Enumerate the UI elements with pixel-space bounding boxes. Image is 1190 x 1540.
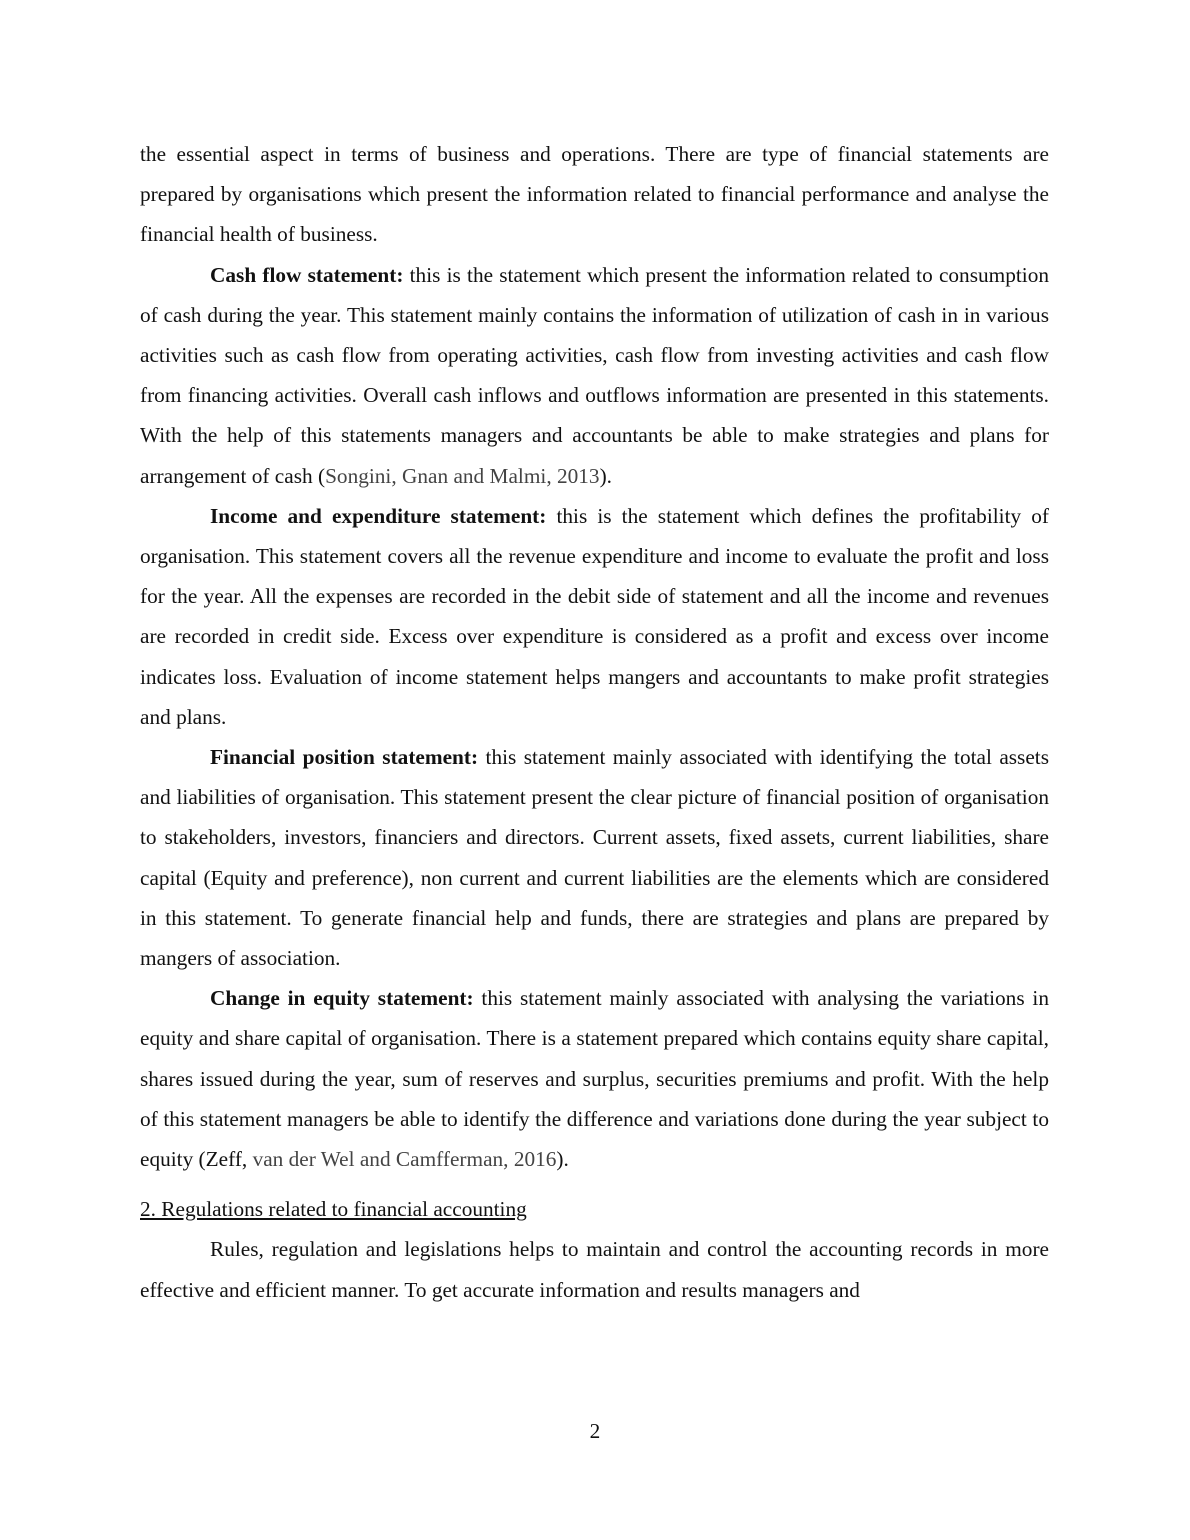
cash-flow-close: ). [599, 463, 612, 488]
regulations-paragraph [140, 1229, 1049, 1309]
equity-text: this statement mainly associated with analysing the variations in equity and share capital of organisation. There is a statement prepared which contains equity share capital, shares issued during the year, sum of reserves and surplus, securities premiums and profit. With the help of this statement managers be able to identify the difference and variations done during the year subject to equity (Zeff, [140, 986, 1049, 1172]
document-body [140, 134, 1049, 1310]
regulations-text: Rules, regulation and legislations helps to maintain and control the accounting records in more effective and efficient manner. To get accurate information and results managers and [140, 1237, 1049, 1302]
equity-citation: van der Wel and Camfferman, 2016 [252, 1147, 557, 1172]
position-text: this statement mainly associated with identifying the total assets and liabilities of organisation. This statement present the clear picture of financial position of organisation to stakeholders, investors, financiers and directors. Current assets, fixed assets, current liabilities, share capital (Equity and preference), non current and current liabilities are the elements which are considered in this statement. To generate financial help and funds, there are strategies and plans are prepared by mangers of association. [140, 745, 1050, 971]
income-text: this is the statement which defines the profitability of organisation. This statement covers all the revenue expenditure and income to evaluate the profit and loss for the year. All the expenses are recorded in the debit side of statement and all the income and revenues are recorded in credit side. Excess over expenditure is considered as a profit and excess over income indicates loss. Evaluation of income statement helps mangers and accountants to make profit strategies and plans. [140, 503, 1049, 729]
equity-close: ). [556, 1147, 569, 1172]
equity-term: Change in equity statement: [210, 986, 474, 1011]
position-paragraph [140, 737, 1049, 978]
income-term: Income and expenditure statement: [210, 503, 547, 528]
intro-text: the essential aspect in terms of business and operations. There are type of financial statements are prepared by organisations which present the information related to financial performance and analyse the financial health of business. [140, 142, 1049, 247]
section-heading: 2. Regulations related to financial accounting [140, 1197, 527, 1222]
cash-flow-paragraph [140, 255, 1049, 496]
income-paragraph [140, 496, 1049, 737]
cash-flow-text: this is the statement which present the information related to consumption of cash during the year. This statement mainly contains the information of utilization of cash in in various activities such as cash flow from operating activities, cash flow from investing activities and cash flow from financing activities. Overall cash inflows and outflows information are presented in this statements. With the help of this statements managers and accountants be able to make strategies and plans for arrangement of cash ( [140, 262, 1049, 488]
position-term: Financial position statement: [210, 745, 479, 770]
intro-paragraph [140, 134, 1049, 255]
cash-flow-citation: Songini, Gnan and Malmi, 2013 [325, 463, 600, 488]
equity-paragraph [140, 978, 1049, 1179]
page-number: 2 [589, 1419, 601, 1443]
cash-flow-term: Cash flow statement: [210, 262, 404, 287]
